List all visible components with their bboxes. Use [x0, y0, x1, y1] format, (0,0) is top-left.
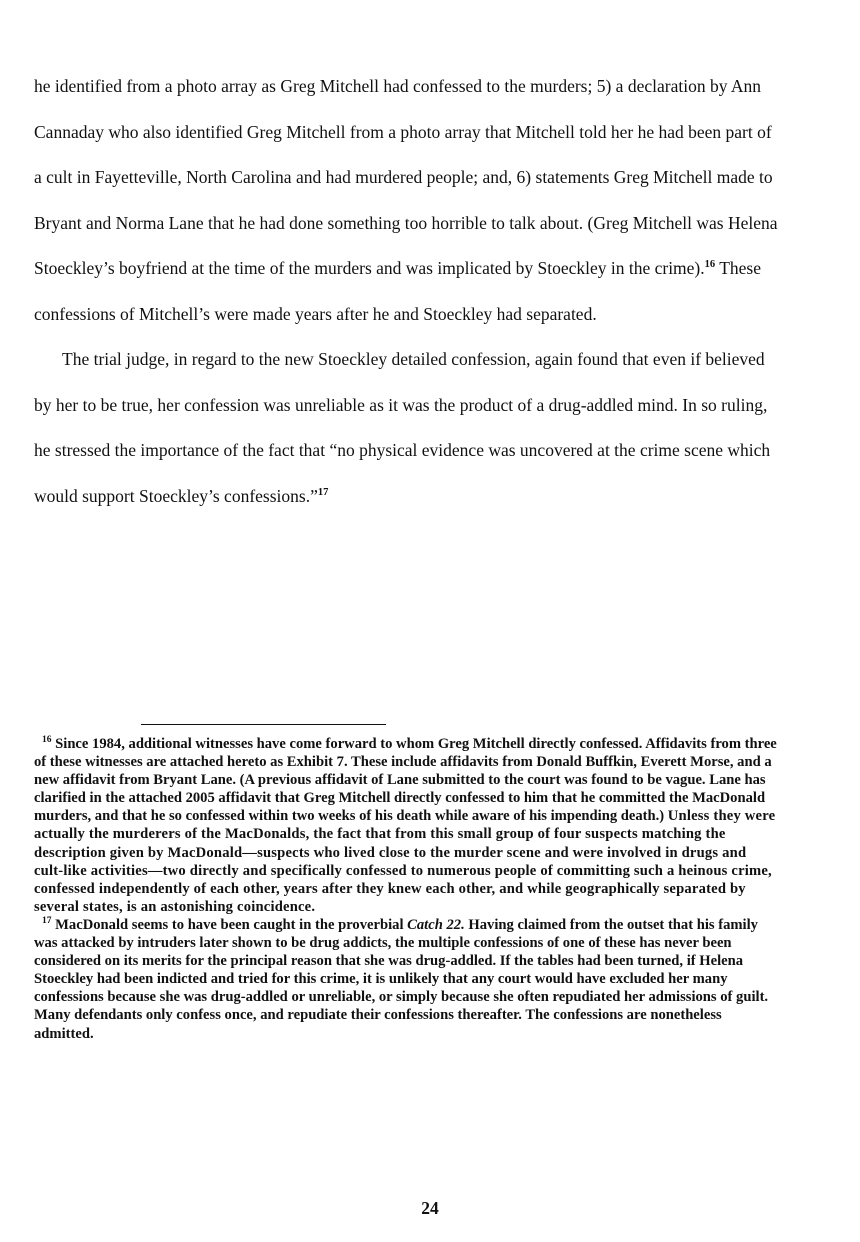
footnotes [34, 735, 779, 1043]
footnote-separator [141, 724, 386, 725]
footnote-16-text: Since 1984, additional witnesses have come forward to whom Greg Mitchell directly confessed. Affidavits from three of these witnesses are attached hereto as Exhibit 7. These include affidavits from Donald Buffkin, Everett Morse, and a new affidavit from Bryant Lane. (A previous affidavit of Lane submitted to the court was found to be vague. Lane has clarified in the attached 2005 affidavit that Greg Mitchell directly confessed to him that he committed the MacDonald murders, and that he so confessed within two weeks of his death while aware of his impending death.) [34, 736, 777, 825]
footnote-17-italic: Catch 22. [407, 916, 465, 933]
body-paragraph-1 [34, 64, 779, 337]
body-paragraph-1-text: he identified from a photo array as Greg Mitchell had confessed to the murders; 5) a declaration by Ann Cannaday who also identified Greg Mitchell from a photo array that Mitchell told her he had been part of a cult in Fayetteville, North Carolina and had murdered people; and, 6) statements Greg Mitchell made to Bryant and Norma Lane that he had done something too horrible to talk about. (Greg Mitchell was Helena Stoeckley’s boyfriend at the time of the murders and was implicated by Stoeckley in the crime). [34, 76, 778, 278]
body-paragraph-2 [34, 337, 779, 519]
page-number: 24 [421, 1198, 439, 1218]
footnote-17-text-after: Having claimed from the outset that his family was attacked by intruders later shown to be drug addicts, the multiple confessions of one of these has never been considered on its merits for the principal reason that she was drug-addled. If the tables had been turned, if Helena Stoeckley had been indicted and tried for this crime, it is unlikely that any court would have excluded her many confessions because she was drug-addled or unreliable, or simply because she often repudiated her admissions of guilt. Many defendants only confess once, and repudiate their confessions thereafter. The confessions are nonetheless admitted. [34, 916, 769, 1042]
body-paragraph-2-text: The trial judge, in regard to the new Stoeckley detailed confession, again found that even if believed by her to be true, her confession was unreliable as it was the product of a drug-addled mind. In so ruling, he stressed the importance of the fact that “no physical evidence was uncovered at the crime scene which would support Stoeckley’s confessions.” [34, 349, 771, 506]
footnote-17 [34, 916, 779, 1043]
footnote-16-number: 16 [42, 735, 52, 746]
footnote-ref-17: 17 [317, 486, 329, 498]
footnote-ref-16: 16 [704, 259, 716, 271]
footnote-16 [34, 735, 779, 916]
footnote-17-text-before: MacDonald seems to have been caught in the proverbial [51, 916, 408, 933]
body-text [34, 64, 779, 519]
footnote-17-number: 17 [42, 916, 52, 927]
body-paragraph-1-continuation: These confessions of Mitchell’s were made years after he and Stoeckley had separated. [34, 258, 761, 324]
footnote-16-emphasis: Unless they were actually the murderers of the MacDonalds, the fact that from this small group of four suspects matching the description given by MacDonald—suspects who lived close to the murder scene and were involved in drugs and cult-like activities—two directly and specifically confessed to numerous people of committing such a heinous crime, confessed independently of each other, years after they knew each other, and while geographically separated by several states, is an astonishing coincidence. [34, 808, 776, 915]
